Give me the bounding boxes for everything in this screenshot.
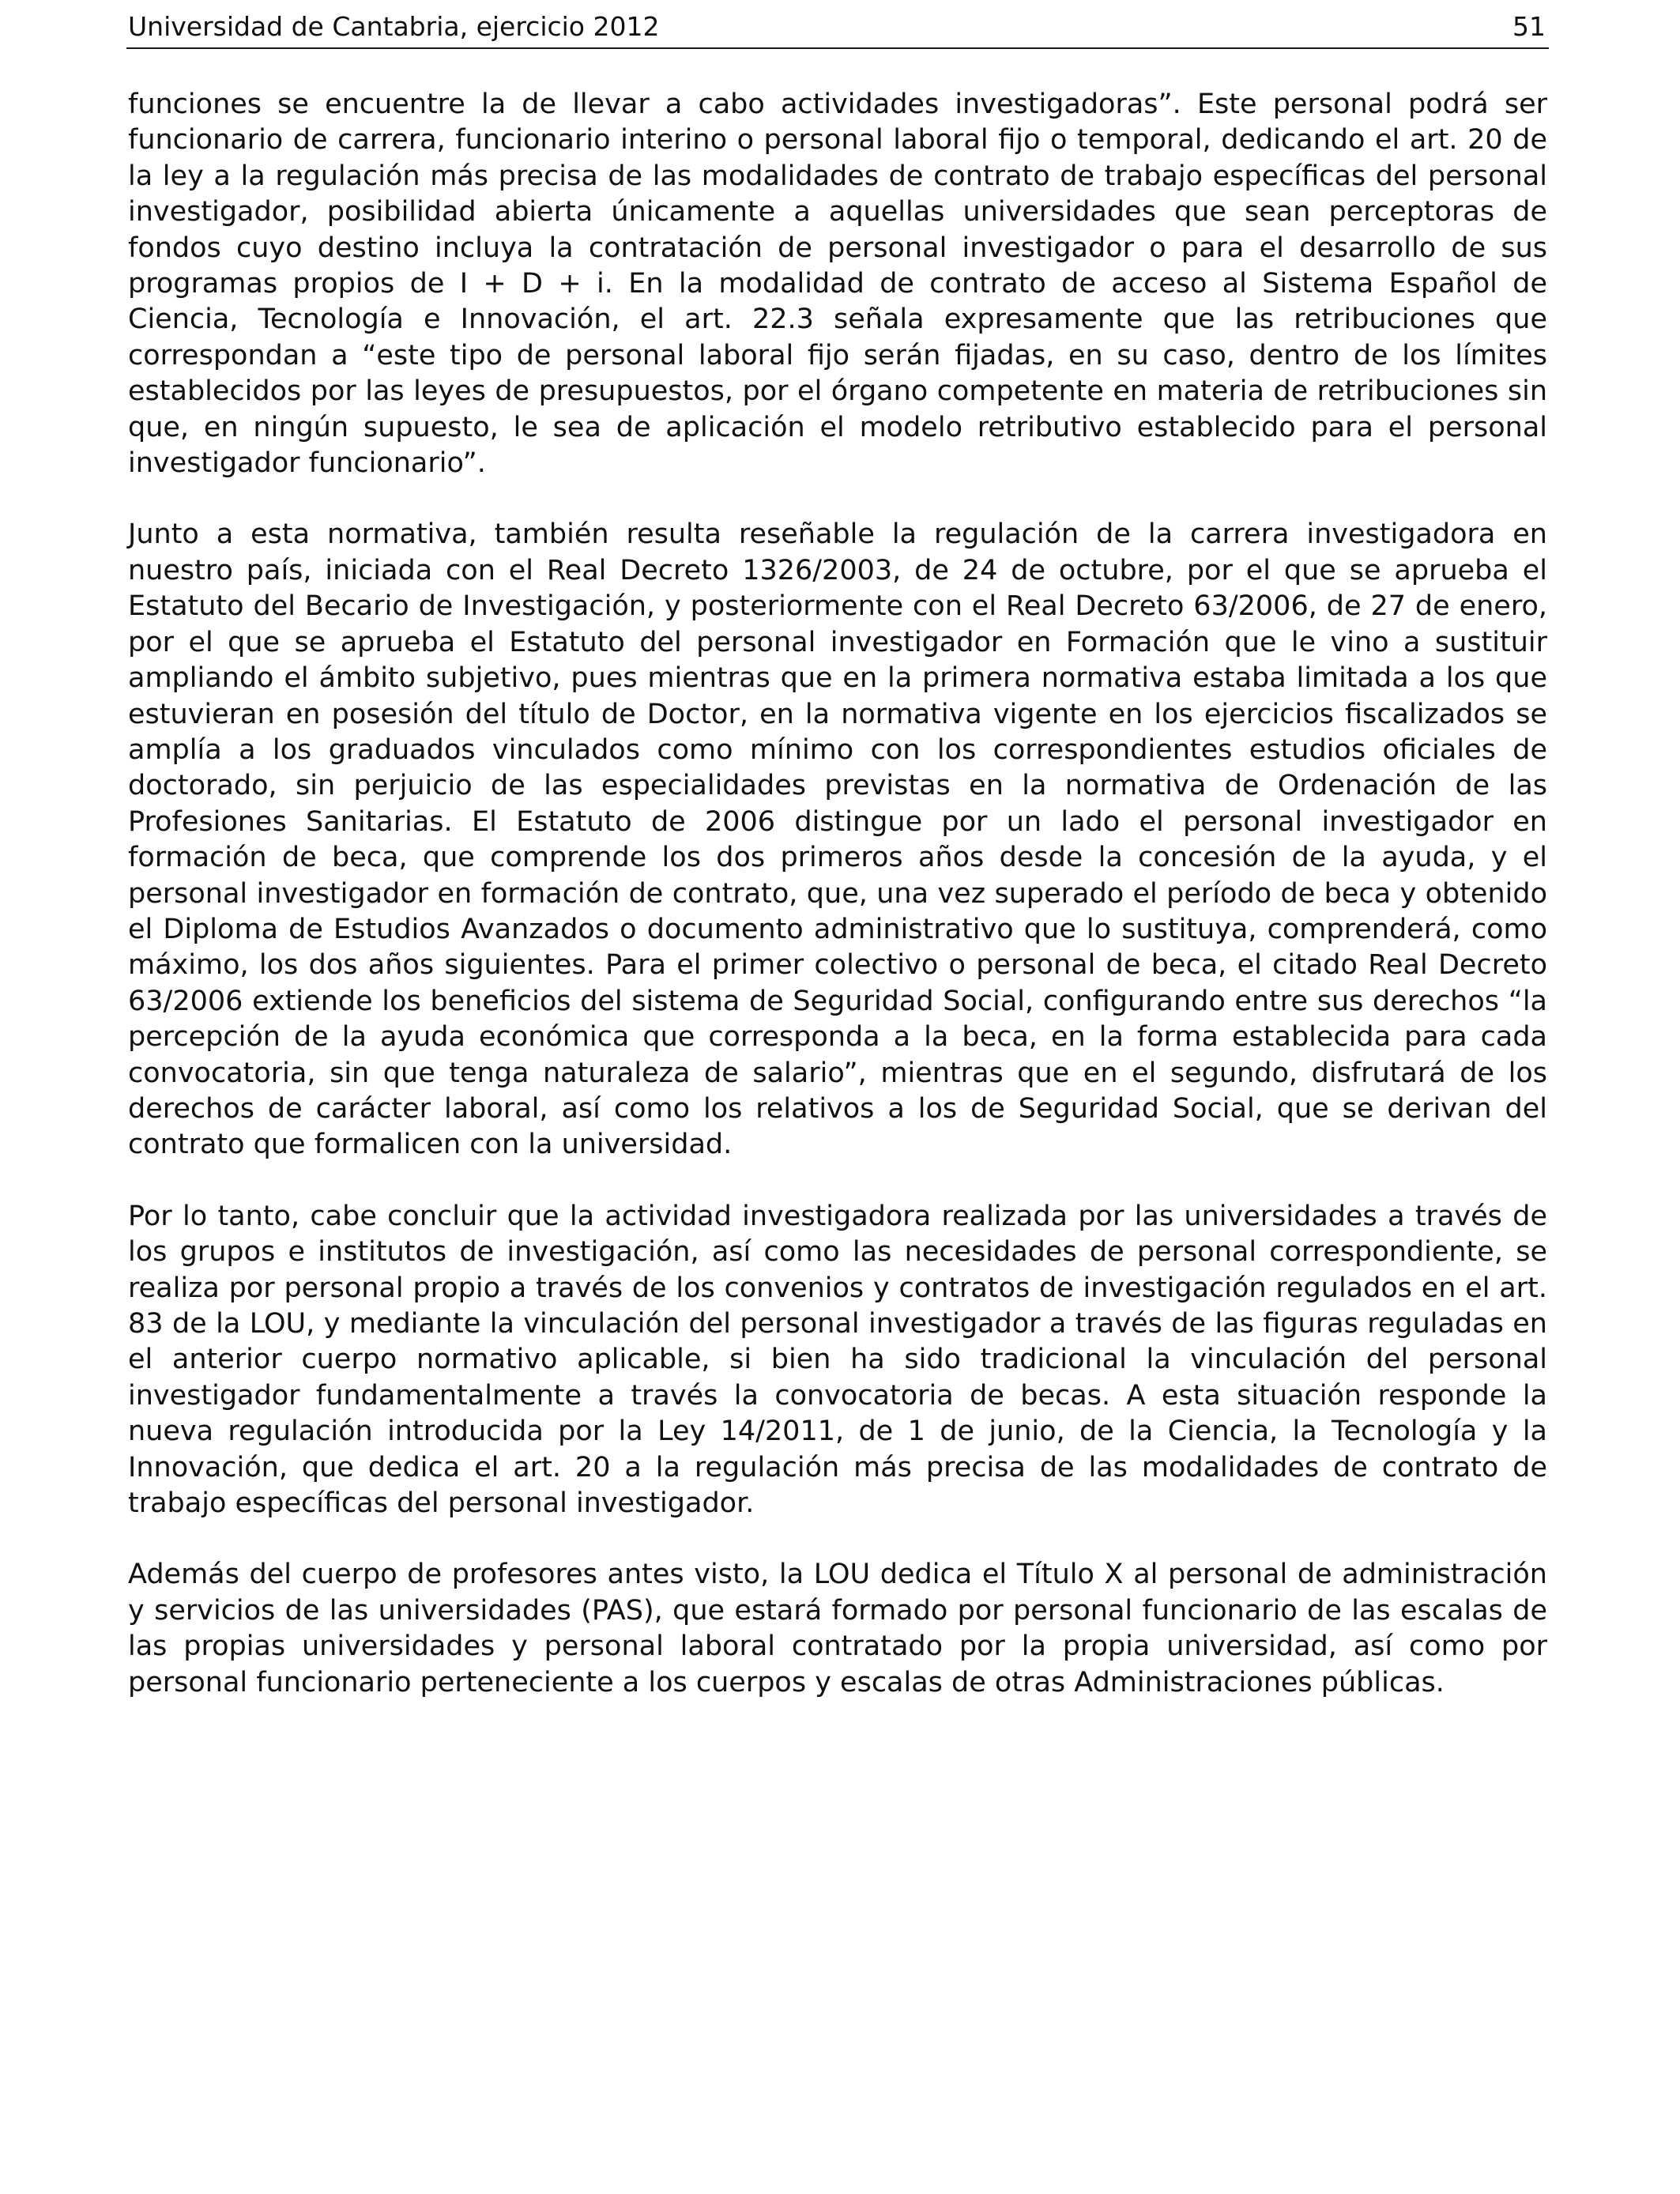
document-body xyxy=(128,87,1547,1736)
paragraph-4: Además del cuerpo de profesores antes visto, la LOU dedica el Título X al personal de administración y servicios de las universidades (PAS), que estará formado por personal funcionario de las escalas de las propias universidades y personal laboral contratado por la propia universidad, así como por personal funcionario perteneciente a los cuerpos y escalas de otras Administraciones públicas. xyxy=(128,1559,1547,1698)
paragraph-3: Por lo tanto, cabe concluir que la actividad investigadora realizada por las universidades a través de los grupos e institutos de investigación, así como las necesidades de personal correspondiente, se realiza por personal propio a través de los convenios y contratos de investigación regulados en el art. 83 de la LOU, y mediante la vinculación del personal investigador a través de las figuras reguladas en el anterior cuerpo normativo aplicable, si bien ha sido tradicional la vinculación del personal investigador fundamentalmente a través la convocatoria de becas. A esta situación responde la nueva regulación introducida por la Ley 14/2011, de 1 de junio, de la Ciencia, la Tecnología y la Innovación, que dedica el art. 20 a la regulación más precisa de las modalidades de contrato de trabajo específicas del personal investigador. xyxy=(128,1200,1547,1520)
paragraph-2: Junto a esta normativa, también resulta reseñable la regulación de la carrera investigadora en nuestro país, iniciada con el Real Decreto 1326/2003, de 24 de octubre, por el que se aprueba el Estatuto del Becario de Investigación, y posteriormente con el Real Decreto 63/2006, de 27 de enero, por el que se aprueba el Estatuto del personal investigador en Formación que le vino a sustituir ampliando el ámbito subjetivo, pues mientras que en la primera normativa estaba limitada a los que estuvieran en posesión del título de Doctor, en la normativa vigente en los ejercicios fiscalizados se amplía a los graduados vinculados como mínimo con los correspondientes estudios oficiales de doctorado, sin perjuicio de las especialidades previstas en la normativa de Ordenación de las Profesiones Sanitarias. El Estatuto de 2006 distingue por un lado el personal investigador en formación de beca, que comprende los dos primeros años desde la concesión de la ayuda, y el personal investigador en formación de contrato, que, una vez superado el período de beca y obtenido el Diploma de Estudios Avanzados o documento administrativo que lo sustituya, comprenderá, como máximo, los dos años siguientes. Para el primer colectivo o personal de beca, el citado Real Decreto 63/2006 extiende los beneficios del sistema de Seguridad Social, configurando entre sus derechos “la percepción de la ayuda económica que corresponda a la beca, en la forma establecida para cada convocatoria, sin que tenga naturaleza de salario”, mientras que en el segundo, disfrutará de los derechos de carácter laboral, así como los relativos a los de Seguridad Social, que se derivan del contrato que formalicen con la universidad. xyxy=(128,518,1547,1161)
page-number: 51 xyxy=(1512,11,1546,42)
header-title: Universidad de Cantabria, ejercicio 2012 xyxy=(128,11,660,42)
paragraph-1: funciones se encuentre la de llevar a cabo actividades investigadoras”. Este personal podrá ser funcionario de carrera, funcionario interino o personal laboral fijo o temporal, dedicando el art. 20 de la ley a la regulación más precisa de las modalidades de contrato de trabajo específicas del personal investigador, posibilidad abierta únicamente a aquellas universidades que sean perceptoras de fondos cuyo destino incluya la contratación de personal investigador o para el desarrollo de sus programas propios de I + D + i. En la modalidad de contrato de acceso al Sistema Español de Ciencia, Tecnología e Innovación, el art. 22.3 señala expresamente que las retribuciones que correspondan a “este tipo de personal laboral fijo serán fijadas, en su caso, dentro de los límites establecidos por las leyes de presupuestos, por el órgano competente en materia de retribuciones sin que, en ningún supuesto, le sea de aplicación el modelo retributivo establecido para el personal investigador funcionario”. xyxy=(128,89,1547,480)
page-header xyxy=(126,8,1549,49)
